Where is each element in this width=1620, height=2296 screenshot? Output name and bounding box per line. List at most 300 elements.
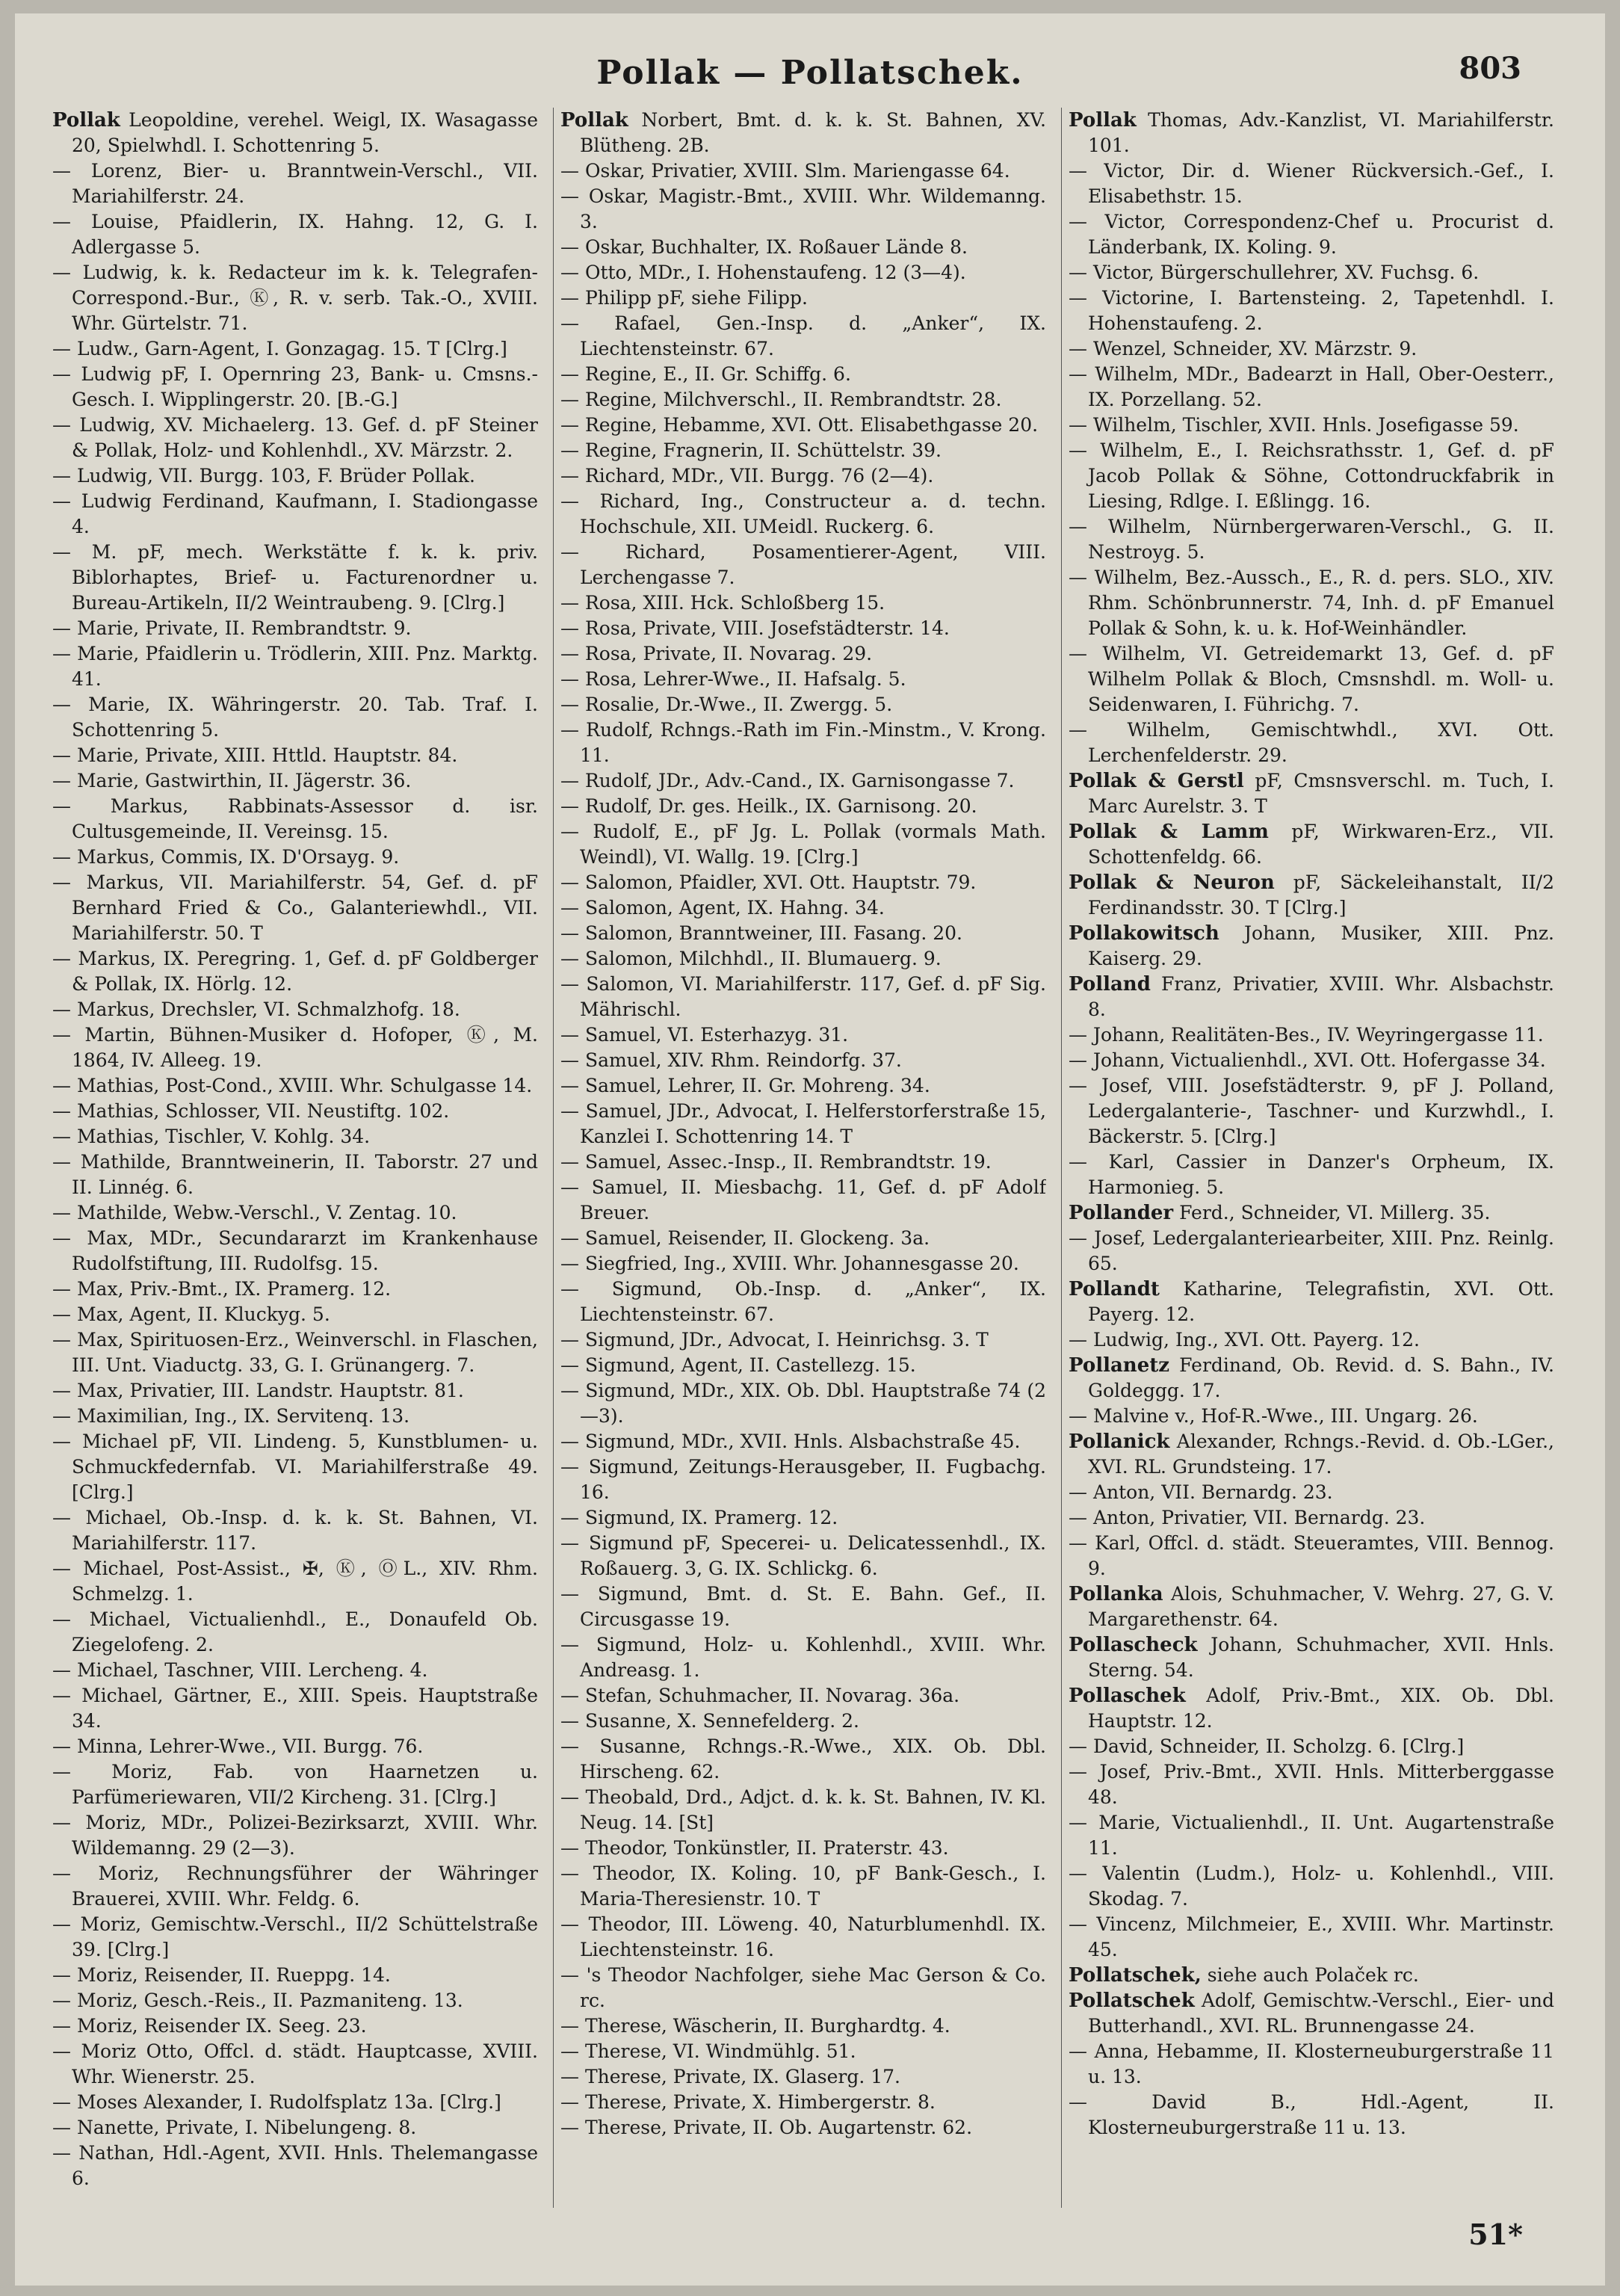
entry-text: — Wilhelm, Gemischtwhdl., XVI. Ott. Lerchenfelderstr. 29.	[1069, 719, 1554, 766]
entry-text: — Marie, Gastwirthin, II. Jägerstr. 36.	[52, 770, 412, 791]
entry-text: — Mathias, Tischler, V. Kohlg. 34.	[52, 1126, 371, 1147]
entry-surname: Pollak	[1069, 109, 1137, 132]
directory-entry	[560, 1734, 1046, 1785]
entry-text: — Therese, Private, X. Himbergerstr. 8.	[560, 2091, 936, 2113]
directory-entry	[52, 616, 538, 641]
entry-text: — Markus, IX. Peregring. 1, Gef. d. pF Goldberger & Pollak, IX. Hörlg. 12.	[52, 948, 538, 995]
directory-entry	[560, 1861, 1046, 1912]
entry-text: — Rosa, Private, II. Novarag. 29.	[560, 643, 873, 664]
entry-text: — Max, Priv.-Bmt., IX. Pramerg. 12.	[52, 1278, 392, 1300]
entry-text: — Samuel, II. Miesbachg. 11, Gef. d. pF Adolf Breuer.	[560, 1176, 1046, 1223]
entry-text: — Nanette, Private, I. Nibelungeng. 8.	[52, 2117, 417, 2138]
directory-entry	[560, 286, 1046, 311]
directory-entry	[1069, 1531, 1554, 1581]
entry-text: — Sigmund, IX. Pramerg. 12.	[560, 1507, 838, 1528]
directory-entry	[52, 260, 538, 336]
directory-entry	[560, 108, 1046, 158]
entry-text: — Wilhelm, Nürnbergerwaren-Verschl., G. II. Nestroyg. 5.	[1069, 516, 1554, 563]
directory-entry	[52, 1556, 538, 1607]
entry-text: — Wenzel, Schneider, XV. Märzstr. 9.	[1069, 338, 1418, 359]
directory-entry	[1069, 1505, 1554, 1531]
directory-entry	[1069, 336, 1554, 362]
directory-entry	[52, 2141, 538, 2191]
entry-text: — Marie, Victualienhdl., II. Unt. Augartenstraße 11.	[1069, 1812, 1554, 1859]
directory-entry	[560, 641, 1046, 667]
directory-entry	[52, 489, 538, 540]
entry-text: — Ludwig pF, I. Opernring 23, Bank- u. Cmsns.-Gesch. I. Wipplingerstr. 20. [B.-G.]	[52, 363, 538, 410]
entry-text: — Ludw., Garn-Agent, I. Gonzagag. 15. T [Clrg.]	[52, 338, 507, 359]
directory-entry	[560, 718, 1046, 768]
entry-text: — Marie, Pfaidlerin u. Trödlerin, XIII. Pnz. Marktg. 41.	[52, 643, 538, 690]
entry-text: — Richard, Posamentierer-Agent, VIII. Lerchengasse 7.	[560, 541, 1046, 588]
printer-signature: 51*	[1468, 2218, 1523, 2251]
directory-entry	[560, 387, 1046, 413]
entry-text: Johann, Schuhmacher, XVII. Hnls. Sterng. 54.	[1088, 1634, 1554, 1681]
directory-entry	[52, 1022, 538, 1073]
directory-entry	[52, 463, 538, 489]
directory-entry	[52, 1200, 538, 1226]
directory-entry	[1069, 108, 1554, 158]
entry-text: — Samuel, Assec.-Insp., II. Rembrandtstr. 19.	[560, 1151, 992, 1173]
entry-text: — Salomon, Agent, IX. Hahng. 34.	[560, 897, 885, 919]
entry-text: — Richard, MDr., VII. Burgg. 76 (2—4).	[560, 465, 934, 487]
entry-text: — Markus, Commis, IX. D'Orsayg. 9.	[52, 846, 400, 868]
directory-entry	[1069, 1810, 1554, 1861]
directory-entry	[560, 819, 1046, 870]
entry-text: — Marie, Private, II. Rembrandtstr. 9.	[52, 617, 412, 639]
entry-text: — Max, MDr., Secundararzt im Krankenhause Rudolfstiftung, III. Rudolfsg. 15.	[52, 1227, 538, 1274]
entry-text: — Ludwig, VII. Burgg. 103, F. Brüder Pollak.	[52, 465, 475, 487]
directory-entry	[560, 1963, 1046, 2013]
directory-entry	[1069, 1353, 1554, 1404]
entry-text: Katharine, Telegrafistin, XVI. Ott. Payerg. 12.	[1088, 1278, 1554, 1325]
directory-entry	[1069, 565, 1554, 641]
directory-entry	[1069, 1149, 1554, 1200]
directory-entry	[560, 768, 1046, 794]
directory-entry	[52, 1124, 538, 1149]
directory-entry	[1069, 209, 1554, 260]
directory-entry	[52, 1683, 538, 1734]
entry-text: — Wilhelm, MDr., Badearzt in Hall, Ober-Oesterr., IX. Porzellang. 52.	[1069, 363, 1554, 410]
entry-text: Ferdinand, Ob. Revid. d. S. Bahn., IV. Goldeggg. 17.	[1088, 1354, 1554, 1401]
directory-entry	[52, 1073, 538, 1099]
entry-text: — Moriz, Fab. von Haarnetzen u. Parfümeriewaren, VII/2 Kircheng. 31. [Clrg.]	[52, 1761, 538, 1808]
directory-entry	[52, 2115, 538, 2141]
directory-entry	[1069, 413, 1554, 438]
directory-entry	[52, 540, 538, 616]
entry-text: — Valentin (Ludm.), Holz- u. Kohlenhdl., VIII. Skodag. 7.	[1069, 1863, 1554, 1910]
directory-entry	[1069, 1912, 1554, 1963]
entry-text: pF, Cmsnsverschl. m. Tuch, I. Marc Aurelstr. 3. T	[1088, 770, 1554, 817]
directory-entry	[560, 1251, 1046, 1277]
directory-entry	[560, 1073, 1046, 1099]
entry-text: — Ludwig Ferdinand, Kaufmann, I. Stadiongasse 4.	[52, 490, 538, 537]
directory-entry	[1069, 1963, 1554, 1988]
directory-entry	[52, 1607, 538, 1658]
directory-entry	[52, 1302, 538, 1327]
entry-text: — Moriz Otto, Offcl. d. städt. Hauptcasse, XVIII. Whr. Wienerstr. 25.	[52, 2040, 538, 2087]
entry-text: — Markus, VII. Mariahilferstr. 54, Gef. d. pF Bernhard Fried & Co., Galanteriewhdl., VII. Mariahilferstr. 50. T	[52, 871, 538, 944]
entry-text: — Markus, Drechsler, VI. Schmalzhofg. 18.	[52, 999, 460, 1020]
directory-entry	[560, 260, 1046, 286]
page-header	[15, 46, 1605, 99]
entry-text: — Michael, Gärtner, E., XIII. Speis. Hauptstraße 34.	[52, 1685, 538, 1732]
directory-entry	[560, 362, 1046, 387]
entry-text: — Siegfried, Ing., XVIII. Whr. Johannesgasse 20.	[560, 1253, 1019, 1274]
entry-text: — Theobald, Drd., Adjct. d. k. k. St. Bahnen, IV. Kl. Neug. 14. [St]	[560, 1786, 1046, 1833]
entry-text: — Moriz, Reisender, II. Rueppg. 14.	[52, 1964, 391, 1986]
entry-text: — Victor, Correspondenz-Chef u. Procurist d. Länderbank, IX. Koling. 9.	[1069, 211, 1554, 258]
entry-text: — Sigmund, Ob.-Insp. d. „Anker“, IX. Liechtensteinstr. 67.	[560, 1278, 1046, 1325]
column-left	[45, 108, 538, 2208]
directory-page	[15, 13, 1605, 2286]
entry-text: — Karl, Cassier in Danzer's Orpheum, IX. Harmonieg. 5.	[1069, 1151, 1554, 1198]
entry-text: — Ludwig, XV. Michaelerg. 13. Gef. d. pF Steiner & Pollak, Holz- und Kohlenhdl., XV. Märzstr. 2.	[52, 414, 538, 461]
directory-entry	[560, 616, 1046, 641]
directory-entry	[52, 1988, 538, 2013]
entry-text: — Max, Spirituosen-Erz., Weinverschl. in Flaschen, III. Unt. Viaductg. 33, G. I. Grünangerg. 7.	[52, 1329, 538, 1376]
directory-entry	[560, 2090, 1046, 2115]
directory-entry	[52, 1963, 538, 1988]
entry-text: — Rosa, Private, VIII. Josefstädterstr. 14.	[560, 617, 950, 639]
directory-entry	[52, 997, 538, 1022]
directory-entry	[560, 2013, 1046, 2039]
directory-entry	[560, 972, 1046, 1022]
entry-text: — Moses Alexander, I. Rudolfsplatz 13a. [Clrg.]	[52, 2091, 501, 2113]
directory-entry	[560, 158, 1046, 184]
entry-text: — Mathilde, Branntweinerin, II. Taborstr. 27 und II. Linnég. 6.	[52, 1151, 538, 1198]
entry-text: — Regine, E., II. Gr. Schiffg. 6.	[560, 363, 851, 385]
entry-text: — Otto, MDr., I. Hohenstaufeng. 12 (3—4).	[560, 262, 966, 283]
entry-surname: Pollaschek	[1069, 1685, 1186, 1707]
entry-text: — Mathilde, Webw.-Verschl., V. Zentag. 10.	[52, 1202, 457, 1223]
entry-surname: Pollatschek,	[1069, 1964, 1202, 1987]
directory-entry	[560, 667, 1046, 692]
entry-text: — Rudolf, JDr., Adv.-Cand., IX. Garnisongasse 7.	[560, 770, 1015, 791]
directory-entry	[1069, 1632, 1554, 1683]
directory-entry	[52, 336, 538, 362]
entry-text: — Josef, Priv.-Bmt., XVII. Hnls. Mitterberggasse 48.	[1069, 1761, 1554, 1808]
column-middle	[553, 108, 1046, 2208]
entry-text: — Moriz, Rechnungsführer der Währinger Brauerei, XVIII. Whr. Feldg. 6.	[52, 1863, 538, 1910]
entry-surname: Pollak	[560, 109, 628, 132]
directory-columns	[45, 108, 1584, 2208]
directory-entry	[1069, 1988, 1554, 2039]
directory-entry	[560, 1454, 1046, 1505]
entry-text: — Richard, Ing., Constructeur a. d. techn. Hochschule, XII. UMeidl. Ruckerg. 6.	[560, 490, 1046, 537]
directory-entry	[1069, 1277, 1554, 1327]
entry-text: — David B., Hdl.-Agent, II. Klosterneuburgerstraße 11 u. 13.	[1069, 2091, 1554, 2138]
entry-surname: Pollanka	[1069, 1583, 1163, 1605]
entry-text: — Wilhelm, Tischler, XVII. Hnls. Josefigasse 59.	[1069, 414, 1519, 436]
entry-text: — Moriz, Gemischtw.-Verschl., II/2 Schüttelstraße 39. [Clrg.]	[52, 1913, 538, 1960]
entry-text: — Minna, Lehrer-Wwe., VII. Burgg. 76.	[52, 1735, 424, 1757]
directory-entry	[1069, 972, 1554, 1022]
directory-entry	[1069, 438, 1554, 514]
entry-text: — Susanne, X. Sennefelderg. 2.	[560, 1710, 859, 1732]
entry-text: — Rudolf, Rchngs.-Rath im Fin.-Minstm., V. Krong. 11.	[560, 719, 1046, 766]
directory-entry	[1069, 718, 1554, 768]
directory-entry	[560, 489, 1046, 540]
entry-text: — Theodor, Tonkünstler, II. Praterstr. 43.	[560, 1837, 949, 1859]
directory-entry	[560, 1632, 1046, 1683]
entry-text: — Johann, Victualienhdl., XVI. Ott. Hofergasse 34.	[1069, 1049, 1546, 1071]
entry-text: — Nathan, Hdl.-Agent, XVII. Hnls. Thelemangasse 6.	[52, 2142, 538, 2189]
entry-text: — Rosa, XIII. Hck. Schloßberg 15.	[560, 592, 885, 614]
entry-text: Ferd., Schneider, VI. Millerg. 35.	[1173, 1202, 1491, 1223]
entry-text: — Sigmund, Zeitungs-Herausgeber, II. Fugbachg. 16.	[560, 1456, 1046, 1503]
entry-text: — Anton, VII. Bernardg. 23.	[1069, 1481, 1333, 1503]
directory-entry	[560, 1912, 1046, 1963]
directory-entry	[52, 2039, 538, 2090]
directory-entry	[1069, 1073, 1554, 1149]
directory-entry	[560, 921, 1046, 946]
entry-text: — Wilhelm, VI. Getreidemarkt 13, Gef. d. pF Wilhelm Pollak & Bloch, Cmsnshdl. m. Woll- u. Seidenwaren, I. Führichg. 7.	[1069, 643, 1554, 715]
directory-entry	[560, 438, 1046, 463]
entry-surname: Pollanetz	[1069, 1354, 1170, 1377]
entry-text: — Samuel, VI. Esterhazyg. 31.	[560, 1024, 849, 1046]
entry-surname: Polland	[1069, 973, 1151, 996]
directory-entry	[560, 946, 1046, 972]
directory-entry	[560, 1149, 1046, 1175]
directory-entry	[560, 1531, 1046, 1581]
directory-entry	[560, 1785, 1046, 1836]
entry-text: — Salomon, Branntweiner, III. Fasang. 20.	[560, 922, 963, 944]
directory-entry	[52, 1912, 538, 1963]
directory-entry	[560, 235, 1046, 260]
directory-entry	[52, 209, 538, 260]
directory-entry	[1069, 1226, 1554, 1277]
entry-text: — Rudolf, E., pF Jg. L. Pollak (vormals Math. Weindl), VI. Wallg. 19. [Clrg.]	[560, 821, 1046, 868]
directory-entry	[52, 1861, 538, 1912]
directory-entry	[560, 1099, 1046, 1149]
directory-entry	[1069, 1683, 1554, 1734]
entry-text: — Max, Agent, II. Kluckyg. 5.	[52, 1303, 330, 1325]
directory-entry	[560, 1327, 1046, 1353]
entry-text: — Salomon, VI. Mariahilferstr. 117, Gef. d. pF Sig. Mährischl.	[560, 973, 1046, 1020]
entry-text: — Theodor, III. Löweng. 40, Naturblumenhdl. IX. Liechtensteinstr. 16.	[560, 1913, 1046, 1960]
entry-text: — Rudolf, Dr. ges. Heilk., IX. Garnisong. 20.	[560, 795, 977, 817]
entry-text: — Rafael, Gen.-Insp. d. „Anker“, IX. Liechtensteinstr. 67.	[560, 312, 1046, 359]
directory-entry	[52, 1378, 538, 1404]
directory-entry	[52, 870, 538, 946]
entry-text: Adolf, Priv.-Bmt., XIX. Ob. Dbl. Hauptstr. 12.	[1088, 1685, 1554, 1732]
entry-text: — Vincenz, Milchmeier, E., XVIII. Whr. Martinstr. 45.	[1069, 1913, 1554, 1960]
directory-entry	[1069, 641, 1554, 718]
directory-entry	[52, 768, 538, 794]
directory-entry	[52, 1404, 538, 1429]
directory-entry	[52, 1810, 538, 1861]
entry-text: Johann, Musiker, XIII. Pnz. Kaiserg. 29.	[1088, 922, 1554, 969]
entry-surname: Pollak & Neuron	[1069, 871, 1275, 894]
directory-entry	[1069, 1048, 1554, 1073]
entry-text: — Ludwig, Ing., XVI. Ott. Payerg. 12.	[1069, 1329, 1420, 1351]
entry-text: — Therese, Wäscherin, II. Burghardtg. 4.	[560, 2015, 950, 2037]
directory-entry	[1069, 362, 1554, 413]
entry-text: — Samuel, XIV. Rhm. Reindorfg. 37.	[560, 1049, 902, 1071]
directory-entry	[1069, 1759, 1554, 1810]
directory-entry	[560, 2115, 1046, 2141]
directory-entry	[560, 1277, 1046, 1327]
directory-entry	[52, 845, 538, 870]
entry-surname: Pollanick	[1069, 1431, 1170, 1453]
entry-surname: Pollandt	[1069, 1278, 1160, 1300]
directory-entry	[1069, 1429, 1554, 1480]
directory-entry	[1069, 1200, 1554, 1226]
directory-entry	[1069, 2039, 1554, 2090]
entry-text: — Karl, Offcl. d. städt. Steueramtes, VIII. Bennog. 9.	[1069, 1532, 1554, 1579]
entry-text: — Rosa, Lehrer-Wwe., II. Hafsalg. 5.	[560, 668, 906, 690]
directory-entry	[52, 794, 538, 845]
directory-entry	[1069, 1861, 1554, 1912]
directory-entry	[52, 743, 538, 768]
directory-entry	[1069, 286, 1554, 336]
column-right	[1061, 108, 1554, 2208]
entry-text: — Anna, Hebamme, II. Klosterneuburgerstraße 11 u. 13.	[1069, 2040, 1554, 2087]
entry-text: — Sigmund pF, Specerei- u. Delicatessenhdl., IX. Roßauerg. 3, G. IX. Schlickg. 6.	[560, 1532, 1046, 1579]
entry-text: — Wilhelm, E., I. Reichsrathsstr. 1, Gef. d. pF Jacob Pollak & Söhne, Cottondruckfabrik in Liesing, Rdlge. I. Eßlingg. 16.	[1069, 439, 1554, 512]
entry-text: — Stefan, Schuhmacher, II. Novarag. 36a.	[560, 1685, 960, 1706]
entry-surname: Pollatschek	[1069, 1990, 1195, 2012]
directory-entry	[52, 2090, 538, 2115]
entry-text: — Theodor, IX. Koling. 10, pF Bank-Gesch., I. Maria-Theresienstr. 10. T	[560, 1863, 1046, 1910]
directory-entry	[560, 692, 1046, 718]
entry-text: — Sigmund, Agent, II. Castellezg. 15.	[560, 1354, 916, 1376]
entry-text: — Marie, IX. Währingerstr. 20. Tab. Traf. I. Schottenring 5.	[52, 694, 538, 741]
directory-entry	[52, 108, 538, 158]
entry-text: — Moriz, MDr., Polizei-Bezirksarzt, XVIII. Whr. Wildemanng. 29 (2—3).	[52, 1812, 538, 1859]
page-title: Pollak — Pollatschek.	[596, 54, 1024, 92]
entry-text: — Salomon, Milchhdl., II. Blumauerg. 9.	[560, 948, 942, 969]
entry-text: — Moriz, Gesch.-Reis., II. Pazmaniteng. 13.	[52, 1990, 463, 2011]
entry-text: Franz, Privatier, XVIII. Whr. Alsbachstr. 8.	[1088, 973, 1554, 1020]
directory-entry	[560, 540, 1046, 590]
entry-text: — Sigmund, MDr., XIX. Ob. Dbl. Hauptstraße 74 (2—3).	[560, 1380, 1046, 1427]
directory-entry	[560, 1429, 1046, 1454]
page-number: 803	[1459, 51, 1521, 86]
directory-entry	[52, 1429, 538, 1505]
entry-text: — Victor, Dir. d. Wiener Rückversich.-Gef., I. Elisabethstr. 15.	[1069, 160, 1554, 207]
entry-text: — M. pF, mech. Werkstätte f. k. k. priv. Biblorhaptes, Brief- u. Facturenordner u. Bureau-Artikeln, II/2 Weintraubeng. 9. [Clrg.]	[52, 541, 538, 614]
directory-entry	[1069, 514, 1554, 565]
entry-text: — Samuel, JDr., Advocat, I. Helferstorferstraße 15, Kanzlei I. Schottenring 14. T	[560, 1100, 1046, 1147]
entry-text: — Sigmund, Bmt. d. St. E. Bahn. Gef., II. Circusgasse 19.	[560, 1583, 1046, 1630]
entry-text: — Anton, Privatier, VII. Bernardg. 23.	[1069, 1507, 1426, 1528]
directory-entry	[1069, 921, 1554, 972]
entry-text: Alexander, Rchngs.-Revid. d. Ob.-LGer., XVI. RL. Grundsteing. 17.	[1088, 1431, 1554, 1478]
entry-text: — David, Schneider, II. Scholzg. 6. [Clrg.]	[1069, 1735, 1465, 1757]
entry-text: — Oskar, Buchhalter, IX. Roßauer Lände 8.	[560, 236, 968, 258]
entry-text: — Markus, Rabbinats-Assessor d. isr. Cultusgemeinde, II. Vereinsg. 15.	[52, 795, 538, 842]
entry-text: — Lorenz, Bier- u. Branntwein-Verschl., VII. Mariahilferstr. 24.	[52, 160, 538, 207]
directory-entry	[52, 1226, 538, 1277]
directory-entry	[560, 1709, 1046, 1734]
entry-text: — Regine, Milchverschl., II. Rembrandtstr. 28.	[560, 389, 1002, 410]
entry-text: — Wilhelm, Bez.-Aussch., E., R. d. pers. SLO., XIV. Rhm. Schönbrunnerstr. 74, Inh. d. pF Emanuel Pollak & Sohn, k. u. k. Hof-Weinhändler.	[1069, 567, 1554, 639]
entry-surname: Pollakowitsch	[1069, 922, 1219, 945]
directory-entry	[560, 413, 1046, 438]
entry-text: Adolf, Gemischtw.-Verschl., Eier- und Butterhandl., XVI. RL. Brunnengasse 24.	[1088, 1990, 1554, 2037]
directory-entry	[1069, 1327, 1554, 1353]
entry-text: — Mathias, Post-Cond., XVIII. Whr. Schulgasse 14.	[52, 1075, 533, 1096]
directory-entry	[560, 1353, 1046, 1378]
entry-text: — Susanne, Rchngs.-R.-Wwe., XIX. Ob. Dbl. Hirscheng. 62.	[560, 1735, 1046, 1783]
entry-text: Leopoldine, verehel. Weigl, IX. Wasagasse 20, Spielwhdl. I. Schottenring 5.	[72, 109, 538, 156]
directory-entry	[560, 2064, 1046, 2090]
entry-text: — Moriz, Reisender IX. Seeg. 23.	[52, 2015, 367, 2037]
directory-entry	[560, 311, 1046, 362]
directory-entry	[560, 1836, 1046, 1861]
directory-entry	[52, 1734, 538, 1759]
directory-entry	[52, 1505, 538, 1556]
directory-entry	[52, 1658, 538, 1683]
directory-entry	[1069, 1022, 1554, 1048]
directory-entry	[52, 1277, 538, 1302]
directory-entry	[1069, 1404, 1554, 1429]
directory-entry	[560, 1683, 1046, 1709]
directory-entry	[560, 2039, 1046, 2064]
entry-text: — Josef, VIII. Josefstädterstr. 9, pF J. Polland, Ledergalanterie-, Taschner- und Kurzwhdl., I. Bäckerstr. 5. [Clrg.]	[1069, 1075, 1554, 1147]
entry-text: — Oskar, Privatier, XVIII. Slm. Mariengasse 64.	[560, 160, 1010, 182]
directory-entry	[560, 1048, 1046, 1073]
entry-surname: Pollascheck	[1069, 1634, 1198, 1656]
directory-entry	[560, 1226, 1046, 1251]
directory-entry	[52, 158, 538, 209]
entry-text: — 's Theodor Nachfolger, siehe Mac Gerson & Co. rc.	[560, 1964, 1046, 2011]
directory-entry	[1069, 768, 1554, 819]
entry-text: — Sigmund, JDr., Advocat, I. Heinrichsg. 3. T	[560, 1329, 989, 1351]
directory-entry	[1069, 870, 1554, 921]
entry-text: — Ludwig, k. k. Redacteur im k. k. Telegrafen-Correspond.-Bur., Ⓚ, R. v. serb. Tak.-O., XVIII. Whr. Gürtelstr. 71.	[52, 262, 538, 334]
entry-text: Thomas, Adv.-Kanzlist, VI. Mariahilferstr. 101.	[1088, 109, 1554, 156]
entry-text: — Max, Privatier, III. Landstr. Hauptstr. 81.	[52, 1380, 464, 1401]
directory-entry	[52, 1099, 538, 1124]
entry-text: — Sigmund, Holz- u. Kohlenhdl., XVIII. Whr. Andreasg. 1.	[560, 1634, 1046, 1681]
entry-text: — Victorine, I. Bartensteing. 2, Tapetenhdl. I. Hohenstaufeng. 2.	[1069, 287, 1554, 334]
directory-entry	[52, 641, 538, 692]
entry-surname: Pollak	[52, 109, 120, 132]
entry-text: — Michael, Victualienhdl., E., Donaufeld Ob. Ziegelofeng. 2.	[52, 1608, 538, 1655]
entry-text: — Regine, Hebamme, XVI. Ott. Elisabethgasse 20.	[560, 414, 1039, 436]
directory-entry	[52, 1149, 538, 1200]
entry-surname: Pollak & Lamm	[1069, 821, 1269, 843]
entry-text: — Michael, Ob.-Insp. d. k. k. St. Bahnen, VI. Mariahilferstr. 117.	[52, 1507, 538, 1554]
entry-surname: Pollak & Gerstl	[1069, 770, 1244, 792]
entry-text: siehe auch Polaček rc.	[1201, 1964, 1419, 1986]
entry-text: pF, Säckeleihanstalt, II/2 Ferdinandsstr. 30. T [Clrg.]	[1088, 871, 1554, 919]
directory-entry	[560, 1022, 1046, 1048]
entry-text: — Josef, Ledergalanteriearbeiter, XIII. Pnz. Reinlg. 65.	[1069, 1227, 1554, 1274]
directory-entry	[1069, 1734, 1554, 1759]
entry-text: — Victor, Bürgerschullehrer, XV. Fuchsg. 6.	[1069, 262, 1480, 283]
entry-text: Alois, Schuhmacher, V. Wehrg. 27, G. V. Margarethenstr. 64.	[1088, 1583, 1554, 1630]
entry-text: — Michael, Post-Assist., ✠, Ⓚ, ⓄL., XIV. Rhm. Schmelzg. 1.	[52, 1558, 538, 1605]
entry-text: — Malvine v., Hof-R.-Wwe., III. Ungarg. 26.	[1069, 1405, 1478, 1427]
directory-entry	[1069, 158, 1554, 209]
entry-text: — Mathias, Schlosser, VII. Neustiftg. 102.	[52, 1100, 450, 1122]
entry-text: — Sigmund, MDr., XVII. Hnls. Alsbachstraße 45.	[560, 1431, 1021, 1452]
directory-entry	[1069, 2090, 1554, 2141]
directory-entry	[52, 1327, 538, 1378]
entry-text: — Michael, Taschner, VIII. Lercheng. 4.	[52, 1659, 428, 1681]
directory-entry	[560, 1175, 1046, 1226]
directory-entry	[52, 413, 538, 463]
entry-text: — Marie, Private, XIII. Httld. Hauptstr. 84.	[52, 744, 458, 766]
entry-text: — Salomon, Pfaidler, XVI. Ott. Hauptstr. 79.	[560, 871, 977, 893]
entry-text: — Samuel, Lehrer, II. Gr. Mohreng. 34.	[560, 1075, 930, 1096]
directory-entry	[560, 895, 1046, 921]
directory-entry	[560, 184, 1046, 235]
